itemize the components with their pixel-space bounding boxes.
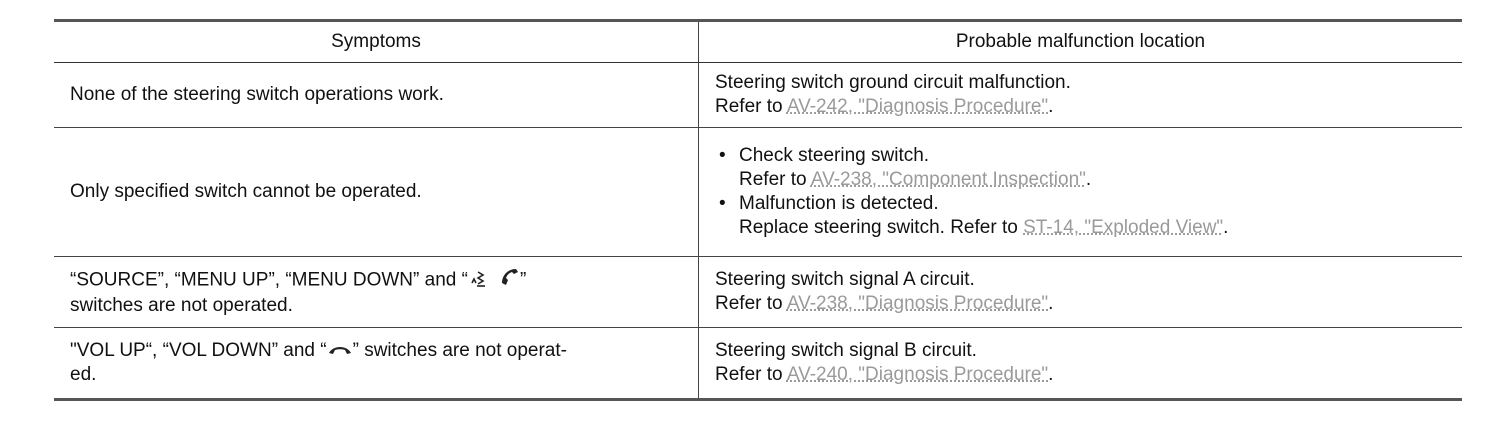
location-text: Steering switch ground circuit malfunction. bbox=[715, 72, 1071, 93]
symptom-text: “SOURCE”, “MENU UP”, “MENU DOWN” and “ bbox=[70, 269, 468, 291]
symptom-text: None of the steering switch operations work. bbox=[70, 84, 444, 105]
reference-link[interactable]: ST-14, "Exploded View" bbox=[1023, 217, 1224, 238]
header-symptoms: Symptoms bbox=[54, 22, 699, 62]
table-row bbox=[54, 128, 1462, 257]
refer-line bbox=[715, 95, 1462, 119]
refer-prefix: Refer to bbox=[715, 364, 787, 385]
diagnosis-table bbox=[54, 19, 1462, 401]
location-text: Steering switch signal A circuit. bbox=[715, 269, 975, 290]
period: . bbox=[1048, 293, 1054, 314]
bullet-text: Check steering switch. bbox=[739, 145, 930, 166]
location-cell bbox=[699, 257, 1462, 327]
table-row bbox=[54, 63, 1462, 128]
table-row bbox=[54, 257, 1462, 328]
refer-line bbox=[715, 168, 1462, 192]
location-cell bbox=[699, 63, 1462, 127]
symptom-text: ” bbox=[519, 269, 527, 291]
period: . bbox=[1085, 169, 1092, 190]
location-text: Steering switch signal B circuit. bbox=[715, 340, 977, 361]
period: . bbox=[1223, 217, 1229, 238]
reference-link[interactable]: AV-238, "Diagnosis Procedure" bbox=[786, 293, 1049, 314]
period: . bbox=[1048, 364, 1054, 385]
reference-link[interactable]: AV-240, "Diagnosis Procedure" bbox=[786, 364, 1049, 385]
refer-line bbox=[715, 363, 1462, 387]
replace-prefix: Replace steering switch. Refer to bbox=[739, 217, 1024, 238]
symptom-cell bbox=[54, 63, 699, 127]
phone-call-icon bbox=[498, 267, 520, 294]
table-header-row bbox=[54, 22, 1462, 63]
table-row bbox=[54, 328, 1462, 398]
refer-line bbox=[715, 292, 1462, 316]
refer-prefix: Refer to bbox=[715, 293, 787, 314]
reference-link[interactable]: AV-238, "Component Inspection" bbox=[810, 169, 1086, 190]
symptom-line bbox=[70, 339, 567, 363]
location-cell bbox=[699, 328, 1462, 398]
phone-hangup-icon bbox=[327, 339, 353, 363]
symptom-text: Only specified switch cannot be operated. bbox=[70, 181, 422, 202]
symptom-cell bbox=[54, 257, 699, 327]
bullet-dot: • bbox=[719, 193, 726, 214]
symptom-cell bbox=[54, 328, 699, 398]
refer-line bbox=[715, 216, 1462, 240]
symptom-text: ” switches are not operat- bbox=[352, 340, 567, 361]
refer-prefix: Refer to bbox=[739, 169, 811, 190]
bullet-dot: • bbox=[719, 145, 726, 166]
header-location: Probable malfunction location bbox=[955, 31, 1206, 52]
symptom-line-2: ed. bbox=[70, 364, 97, 385]
symptom-line bbox=[70, 267, 526, 294]
bullet-item bbox=[715, 144, 1462, 168]
reference-link[interactable]: AV-242, "Diagnosis Procedure" bbox=[786, 96, 1049, 117]
symptom-text: "VOL UP“, “VOL DOWN” and “ bbox=[70, 340, 327, 361]
symptom-cell bbox=[54, 128, 699, 256]
location-cell bbox=[699, 128, 1462, 256]
bullet-text: Malfunction is detected. bbox=[739, 193, 939, 214]
symptom-line-2: switches are not operated. bbox=[70, 294, 293, 316]
voice-recognition-icon bbox=[468, 267, 490, 294]
refer-prefix: Refer to bbox=[715, 96, 787, 117]
bullet-item bbox=[715, 192, 1462, 216]
period: . bbox=[1048, 96, 1054, 117]
